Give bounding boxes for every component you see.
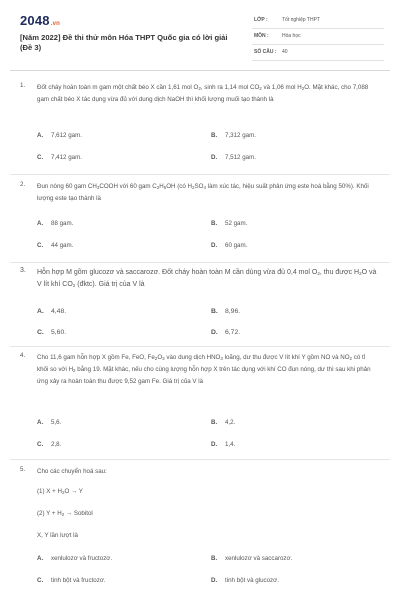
option-text: 5,6.: [51, 419, 62, 426]
option-text: 52 gam.: [225, 220, 248, 227]
title-line-2: (Đề 3): [20, 43, 42, 52]
meta-value: 40: [282, 49, 288, 55]
option-key: B.: [211, 132, 218, 139]
meta-row-count: [252, 45, 384, 61]
question-text: Hỗn hợp M gồm glucozơ và saccarozơ. Đốt cháy hoàn toàn M cần dùng vừa đủ 0,4 mol $O_2$, thu được $H_2O$ và V lít khí $CO_2$ (đktc). Giá trị của V là: [37, 269, 377, 288]
option-key: C.: [37, 329, 44, 336]
option-key: D.: [211, 329, 218, 336]
question-number: 4.: [20, 352, 26, 359]
meta-key: SỐ CÂU :: [254, 49, 277, 55]
option-text: 7,612 gam.: [51, 132, 82, 139]
option-4a[interactable]: [37, 418, 61, 427]
option-2d[interactable]: [211, 241, 247, 250]
option-4b[interactable]: [211, 418, 235, 427]
logo-text: 2048: [20, 13, 50, 28]
question-prompt: X, Y lần lượt là: [37, 532, 78, 539]
header-divider: [10, 70, 390, 71]
meta-key: LỚP :: [254, 17, 268, 23]
logo-suffix: .vn: [50, 21, 61, 27]
question-text: Cho các chuyển hoá sau:: [37, 468, 107, 475]
title-line-1: [Năm 2022] Đề thi thử môn Hóa THPT Quốc gia có lời giải: [20, 33, 228, 42]
option-3a[interactable]: [37, 307, 66, 316]
option-key: D.: [211, 242, 218, 249]
meta-key: MÔN :: [254, 33, 269, 39]
option-text: tinh bột và glucozơ.: [225, 577, 279, 584]
option-text: 7,512 gam.: [225, 154, 256, 161]
option-3d[interactable]: [211, 328, 240, 337]
meta-row-class: [252, 13, 384, 29]
option-key: A.: [37, 220, 44, 227]
option-text: 4,2.: [225, 419, 236, 426]
option-text: 7,412 gam.: [51, 154, 82, 161]
option-key: B.: [211, 419, 218, 426]
option-1d[interactable]: [211, 153, 256, 162]
question-text: Đốt cháy hoàn toàn m gam một chất béo X cần 1,61 mol $O_2$, sinh ra 1,14 mol $CO_2$ và 1,06 mol $H_2O$. Mặt khác, cho 7,088 gam chất béo X tác dụng vừa đủ với dung dịch NaOH thì khối lượng muối tạo thành là: [37, 84, 369, 103]
option-4c[interactable]: [37, 440, 61, 449]
question-number: 1.: [20, 82, 26, 89]
option-1b[interactable]: [211, 131, 256, 140]
option-text: 2,8.: [51, 441, 62, 448]
question-number: 3.: [20, 267, 26, 274]
option-key: B.: [211, 220, 218, 227]
option-key: A.: [37, 132, 44, 139]
option-5b[interactable]: [211, 554, 292, 563]
option-text: 5,60.: [51, 329, 67, 336]
document-title: [20, 33, 240, 53]
option-key: A.: [37, 555, 44, 562]
option-text: 88 gam.: [51, 220, 74, 227]
option-text: 44 gam.: [51, 242, 74, 249]
question-number: 5.: [20, 466, 26, 473]
option-text: tinh bột và fructozơ.: [51, 577, 106, 584]
question-divider: [10, 459, 390, 460]
option-3c[interactable]: [37, 328, 66, 337]
reaction-line-2: (2) $Y + H_2$ → Sobitol: [37, 510, 93, 517]
meta-value: Hóa học: [282, 33, 301, 39]
option-5c[interactable]: [37, 576, 106, 585]
option-key: C.: [37, 441, 44, 448]
meta-row-subject: [252, 29, 384, 45]
option-2b[interactable]: [211, 219, 247, 228]
option-key: D.: [211, 577, 218, 584]
option-text: 1,4.: [225, 441, 236, 448]
option-5d[interactable]: [211, 576, 279, 585]
option-key: A.: [37, 308, 44, 315]
question-number: 2.: [20, 181, 26, 188]
question-divider: [10, 174, 390, 175]
option-3b[interactable]: [211, 307, 240, 316]
option-1a[interactable]: [37, 131, 82, 140]
option-text: 4,48.: [51, 308, 67, 315]
document-header: [0, 0, 400, 66]
option-key: C.: [37, 242, 44, 249]
option-text: xenlulozơ và saccarozơ.: [225, 555, 293, 562]
question-divider: [10, 346, 390, 347]
option-key: C.: [37, 577, 44, 584]
meta-table: [252, 13, 384, 61]
option-1c[interactable]: [37, 153, 82, 162]
option-text: 6,72.: [225, 329, 241, 336]
option-5a[interactable]: [37, 554, 112, 563]
question-text: Đun nóng 60 gam $CH_3COOH$ với 60 gam $C_2H_5OH$ (có $H_2SO_4$ làm xúc tác, hiệu suất phản ứng este hoá bằng 50%). Khối lượng este tạo thành là: [37, 183, 369, 202]
option-text: 7,312 gam.: [225, 132, 256, 139]
reaction-line-1: (1) $X + H_2O \to Y$: [37, 488, 83, 495]
meta-value: Tốt nghiệp THPT: [282, 17, 320, 23]
option-2c[interactable]: [37, 241, 73, 250]
option-key: D.: [211, 154, 218, 161]
option-text: 60 gam.: [225, 242, 248, 249]
option-text: xenlulozơ và fructozơ.: [51, 555, 113, 562]
option-key: A.: [37, 419, 44, 426]
option-key: D.: [211, 441, 218, 448]
option-text: 8,96.: [225, 308, 241, 315]
option-4d[interactable]: [211, 440, 235, 449]
option-key: B.: [211, 308, 218, 315]
option-2a[interactable]: [37, 219, 73, 228]
question-divider: [10, 262, 390, 263]
site-logo[interactable]: [20, 13, 60, 28]
option-key: B.: [211, 555, 218, 562]
option-key: C.: [37, 154, 44, 161]
question-text: Cho 11,6 gam hỗn hợp X gồm Fe, FeO, $Fe_2O_3$ vào dung dịch $HNO_3$ loãng, dư thu được V lít khí Y gồm NO và $NO_2$ có tỉ khối so với $H_2$ bằng 19. Mặt khác, nếu cho cùng lượng hỗn hợp X trên tác dụng với khí CO đun nóng, dư thì sau khi phản ứng xảy ra hoàn toàn thu được 9,52 gam Fe. Giá trị của V là: [37, 354, 371, 385]
